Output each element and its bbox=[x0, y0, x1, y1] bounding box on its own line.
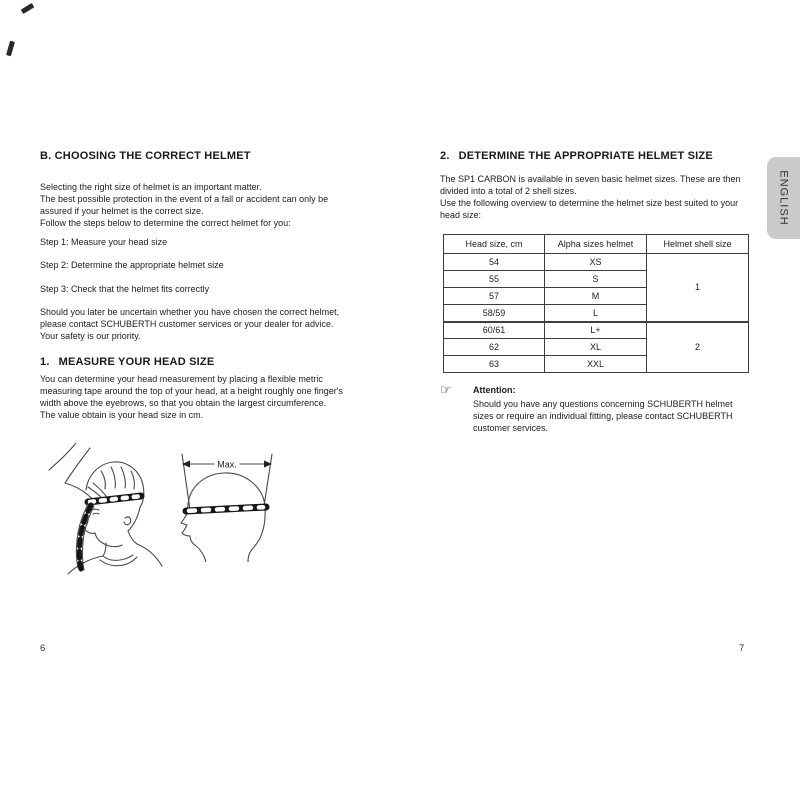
page-number-right: 7 bbox=[739, 643, 745, 654]
head-circumference-illustration bbox=[178, 450, 276, 562]
scan-artifact bbox=[6, 41, 15, 57]
attention-body bbox=[473, 398, 732, 434]
attention-title: Attention: bbox=[473, 385, 516, 395]
head-size-cell: 63 bbox=[444, 356, 545, 373]
head-size-cell: 55 bbox=[444, 271, 545, 288]
measuring-head-illustration bbox=[48, 443, 168, 575]
text-line: divided into a total of 2 shell sizes. bbox=[440, 186, 577, 196]
step-3: Step 3: Check that the helmet fits correctly bbox=[40, 284, 210, 294]
section-2-heading bbox=[440, 150, 713, 162]
text-line: Use the following overview to determine the helmet size best suited to your bbox=[440, 198, 739, 208]
text-line: Should you have any questions concerning SCHUBERTH helmet bbox=[473, 399, 733, 409]
text-line: sizes or require an individual fitting, please contact SCHUBERTH bbox=[473, 411, 733, 421]
shell-size-cell: 1 bbox=[647, 254, 749, 322]
text-line: customer services. bbox=[473, 423, 549, 433]
table-row bbox=[444, 322, 749, 339]
scan-artifact bbox=[21, 3, 35, 14]
section-b-outro bbox=[40, 306, 339, 342]
measure-paragraph bbox=[40, 373, 343, 421]
section-b-intro bbox=[40, 181, 328, 229]
language-tab-english bbox=[767, 157, 800, 239]
section-number: 2. bbox=[440, 150, 450, 162]
max-label: Max. bbox=[217, 459, 237, 470]
section-title: DETERMINE THE APPROPRIATE HELMET SIZE bbox=[458, 150, 713, 162]
text-line: The best possible protection in the event of a fall or accident can only be bbox=[40, 194, 329, 204]
text-line: width above the eyebrows, so that you obtain the largest circumference. bbox=[40, 398, 327, 408]
step-1: Step 1: Measure your head size bbox=[40, 237, 168, 247]
head-size-cell: 57 bbox=[444, 288, 545, 305]
column-header: Alpha sizes helmet bbox=[545, 235, 647, 254]
table-header-row bbox=[444, 235, 749, 254]
helmet-size-table bbox=[443, 234, 749, 373]
page-number-left: 6 bbox=[40, 643, 46, 654]
alpha-size-cell: M bbox=[545, 288, 647, 305]
section-b-heading: B. CHOOSING THE CORRECT HELMET bbox=[40, 150, 251, 162]
step-2: Step 2: Determine the appropriate helmet size bbox=[40, 260, 224, 270]
alpha-size-cell: XS bbox=[545, 254, 647, 271]
alpha-size-cell: L bbox=[545, 305, 647, 322]
language-tab-label: ENGLISH bbox=[777, 170, 790, 226]
text-line: please contact SCHUBERTH customer services or your dealer for advice. bbox=[40, 319, 334, 329]
text-line: The SP1 CARBON is available in seven basic helmet sizes. These are then bbox=[440, 174, 741, 184]
head-size-cell: 58/59 bbox=[444, 305, 545, 322]
section-2-intro bbox=[440, 173, 740, 221]
alpha-size-cell: S bbox=[545, 271, 647, 288]
text-line: The value obtain is your head size in cm. bbox=[40, 410, 204, 420]
text-line: assured if your helmet is the correct size. bbox=[40, 206, 204, 216]
alpha-size-cell: L+ bbox=[545, 322, 647, 339]
alpha-size-cell: XXL bbox=[545, 356, 647, 373]
head-size-cell: 60/61 bbox=[444, 322, 545, 339]
section-1-heading bbox=[40, 356, 214, 368]
text-line: Follow the steps below to determine the correct helmet for you: bbox=[40, 218, 291, 228]
table-row bbox=[444, 254, 749, 271]
head-size-cell: 54 bbox=[444, 254, 545, 271]
head-size-cell: 62 bbox=[444, 339, 545, 356]
text-line: Your safety is our priority. bbox=[40, 331, 141, 341]
text-line: Selecting the right size of helmet is an important matter. bbox=[40, 182, 262, 192]
section-title: MEASURE YOUR HEAD SIZE bbox=[58, 356, 215, 368]
column-header: Head size, cm bbox=[444, 235, 545, 254]
alpha-size-cell: XL bbox=[545, 339, 647, 356]
pointing-hand-icon: ☞ bbox=[440, 383, 452, 398]
text-line: measuring tape around the top of your head, at a height roughly one finger's bbox=[40, 386, 343, 396]
shell-size-cell: 2 bbox=[647, 322, 749, 373]
section-number: 1. bbox=[40, 356, 50, 368]
text-line: head size: bbox=[440, 210, 482, 220]
column-header: Helmet shell size bbox=[647, 235, 749, 254]
text-line: You can determine your head measurement by placing a flexible metric bbox=[40, 374, 323, 384]
text-line: Should you later be uncertain whether you have chosen the correct helmet, bbox=[40, 307, 340, 317]
